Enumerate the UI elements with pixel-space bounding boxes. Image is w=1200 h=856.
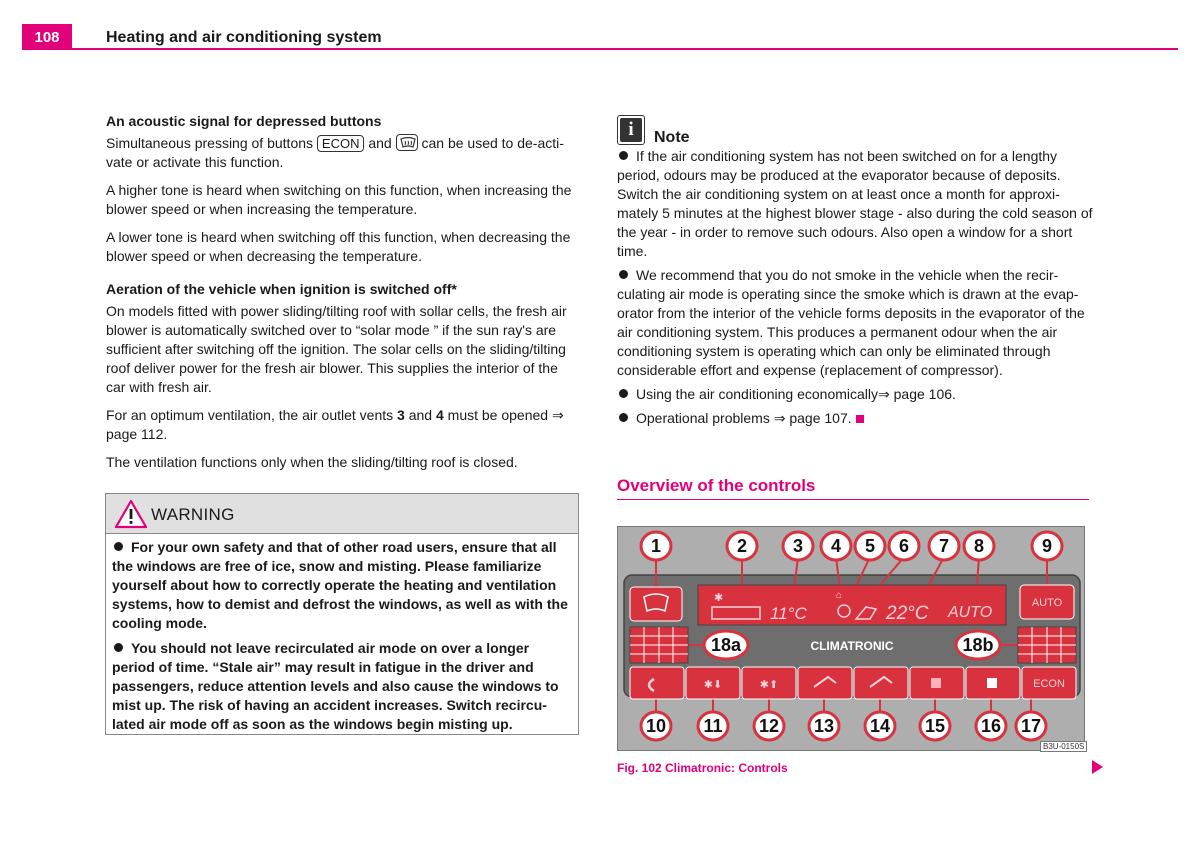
display-defrost-icon: ⌂ [836,590,843,601]
page-header-title: Heating and air conditioning system [106,29,382,46]
warning-item [112,538,572,633]
note-item-text[interactable]: Operational problems ⇒ page 107. [636,410,852,426]
econ-button-label: ECON [1033,678,1065,690]
callout-label: 17 [1020,716,1042,736]
callout-label: 3 [792,536,804,556]
vent-number: 3 [397,407,405,423]
warning-item-text: For your own safety and that of other road users, ensure that all the windows are free of ice, snow and misting. Please familiarize yourself about how to correctly operate the heating and ventilation systems, how to demist and defrost the windows, as well as with the cooling mode. [112,539,568,631]
warning-triangle-icon [114,499,148,529]
callout-label: 13 [813,716,835,736]
bullet-icon [619,389,628,398]
section-title: Overview of the controls [617,476,816,495]
text-fragment: and [364,135,396,151]
heading-acoustic-signal: An acoustic signal for depressed buttons [106,113,382,129]
callout-label: 11 [703,716,723,736]
callout-label: 18b [962,635,994,655]
note-item-text: If the air conditioning system has not been switched on for a lengthy period, odours may be produced at the evaporator because of deposits. Switch the air conditioning system on at least once a month for approxi-mately 5 minutes at the highest blower stage - also during the cold season of the year - in order to remove such odours. Also open a window for a short time. [617,148,1093,259]
climatronic-figure [617,526,1085,751]
left-column [106,112,580,481]
warning-box [105,493,579,735]
climatronic-illustration [618,527,1086,752]
defrost-button [630,587,682,621]
info-icon [617,115,645,145]
bullet-icon [619,151,628,160]
callouts-bottom [641,712,1046,740]
svg-text:✱⬆: ✱⬆ [759,678,779,691]
callout-label: 4 [830,536,842,556]
figure-code: B3U-0150S [1040,741,1087,752]
callout-label: 15 [924,716,946,736]
page-number: 108 [22,24,72,50]
climatronic-label: CLIMATRONIC [810,639,894,653]
text-fragment: and [404,407,436,423]
figure-caption: Fig. 102 Climatronic: Controls [617,761,788,775]
fan-icon: ✱ [714,592,724,604]
paragraph-solar-mode: On models fitted with power sliding/tilting roof with sollar cells, the fresh air blower is automatically switched over to “solar mode ” if the sun ray's are sufficient after switching off the ignition. The solar cells on the sliding/tilting roof deliver power for the fresh air blower. This supplies the interior of the car with fresh air. [106,303,567,395]
paragraph-optimum-ventilation [106,406,580,444]
callout-label: 18a [710,635,742,655]
info-icon-glyph: i [620,118,642,142]
defrost-key-icon [396,134,418,151]
warning-title: WARNING [151,505,235,524]
bullet-icon [114,542,123,551]
callout-label: 1 [650,536,662,556]
paragraph-higher-tone: A higher tone is heard when switching on this function, when increasing the blower speed or when increasing the temperature. [106,182,572,217]
bullet-icon [619,413,628,422]
note-item-text: We recommend that you do not smoke in the vehicle when the recir-culating air mode is operating since the smoke which is drawn at the evap-orator from the interior of the vehicle forms deposits in the evaporator of the air conditioning system. This produces a permanent odour when the air conditioning system is operating which can only be eliminated through considerable effort and expense (replacement of compressor). [617,267,1085,378]
warning-item [112,639,572,734]
text-fragment: Simultaneous pressing of buttons [106,135,317,151]
econ-key: ECON [317,135,365,152]
note-item [617,266,1093,380]
note-item [617,409,1093,428]
paragraph-lower-tone: A lower tone is heard when switching off this function, when decreasing the blower speed or when decreasing the temperature. [106,229,571,264]
warning-body [106,534,578,734]
text-fragment: For an optimum ventilation, the air outlet vents [106,407,398,423]
callout-label: 12 [758,716,780,736]
svg-text:✱⬇: ✱⬇ [703,678,723,691]
callouts-top [641,532,1062,560]
vent-number: 4 [435,407,444,423]
right-grille [1018,627,1076,663]
bullet-icon [114,643,123,652]
section-rule [617,499,1089,500]
callout-label: 10 [645,716,667,736]
next-page-arrow-icon[interactable] [1092,760,1103,774]
warning-item-text: You should not leave recirculated air mode on over a longer period of time. “Stale air” may result in fatigue in the driver and passengers, reduce attention levels and also cause the windows to mist up. The risk of having an accident increases. Switch recircu-lated air mode off as soon as the windows begin misting up. [112,640,559,732]
callout-label: 8 [973,536,985,556]
heading-aeration: Aeration of the vehicle when ignition is switched off* [106,281,457,297]
display-mode: AUTO [948,604,993,621]
paragraph-roof-closed: The ventilation functions only when the sliding/tilting roof is closed. [106,454,518,470]
callout-label: 16 [980,716,1002,736]
right-column [617,113,1093,433]
callout-label: 5 [864,536,876,556]
note-item [617,385,1093,404]
callout-label: 2 [736,536,748,556]
display-temp-right: 22°C [886,603,929,624]
header-rule [22,48,1178,50]
callout-label: 9 [1041,536,1053,556]
text-fragment: can be used to de-acti-vate or activate this function. [106,135,564,170]
bullet-icon [619,270,628,279]
note-header [617,113,1093,147]
left-grille [630,627,688,663]
callout-label: 14 [869,716,891,736]
auto-button-label: AUTO [1031,597,1063,609]
paragraph-simultaneous [106,134,580,172]
note-item [617,147,1093,261]
callout-label: 7 [938,536,950,556]
display-temp-left: 11°C [770,604,807,623]
callout-label: 6 [898,536,910,556]
note-title: Note [654,129,690,146]
warning-header [106,494,578,534]
end-marker-icon [856,415,864,423]
note-item-text[interactable]: Using the air conditioning economically⇒ page 106. [636,386,956,402]
page-reference[interactable]: must be opened ⇒ page 112. [106,407,564,442]
